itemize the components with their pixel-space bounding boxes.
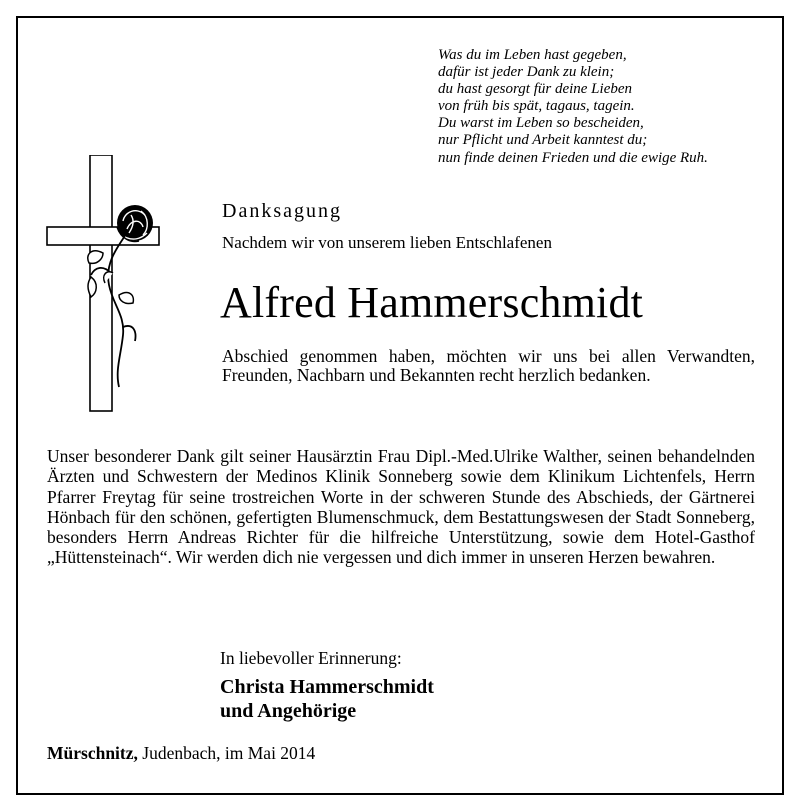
acknowledgement-paragraph: Unser besonderer Dank gilt seiner Hausärztin Frau Dipl.-Med.Ulrike Walther, seinen behandelnden Ärzten und Schwestern der Medinos Klinik Sonneberg sowie dem Klinikum Lichtenfels, Herrn Pfarrer Freytag für seine trostreichen Worte in der schweren Stunde des Abschieds, der Gärtnerei Hönbach für den schönen, gefertigten Blumenschmuck, dem Bestattungswesen der Stadt Sonneberg, besonders Herrn Andreas Richter für die hilfreiche Unterstützung, sowie dem Hotel-Gasthof „Hüttensteinach“. Wir werden dich nie vergessen und dich immer in unseren Herzen bewahren.: [47, 446, 755, 568]
signers: [220, 675, 434, 723]
place-date: [47, 743, 315, 764]
place-town: Mürschnitz,: [47, 743, 138, 763]
poem-line: du hast gesorgt für deine Lieben: [438, 81, 633, 98]
poem-line: nun finde deinen Frieden und die ewige Ruh.: [438, 149, 708, 166]
thanks-paragraph: Abschied genommen haben, möchten wir uns bei allen Verwandten, Freunden, Nachbarn und Bekannten recht herzlich bedanken.: [222, 346, 755, 385]
poem-line: Was du im Leben hast gegeben,: [438, 47, 627, 63]
poem-line: nur Pflicht und Arbeit kanntest du;: [438, 132, 648, 149]
signer-name: Christa Hammerschmidt: [220, 676, 434, 698]
closing-line: In liebevoller Erinnerung:: [220, 648, 402, 668]
deceased-name: Alfred Hammerschmidt: [220, 278, 644, 327]
poem-line: Du warst im Leben so bescheiden,: [438, 115, 644, 132]
cross-with-rose-icon: [45, 155, 163, 413]
poem-line: von früh bis spät, tagaus, tagein.: [438, 98, 635, 115]
place-date-rest: Judenbach, im Mai 2014: [137, 743, 316, 763]
intro-line: Nachdem wir von unserem lieben Entschlafenen: [222, 233, 552, 252]
heading: Danksagung: [222, 200, 342, 222]
poem: [438, 47, 708, 167]
poem-line: dafür ist jeder Dank zu klein;: [438, 64, 615, 81]
signer-relatives: und Angehörige: [220, 700, 357, 722]
